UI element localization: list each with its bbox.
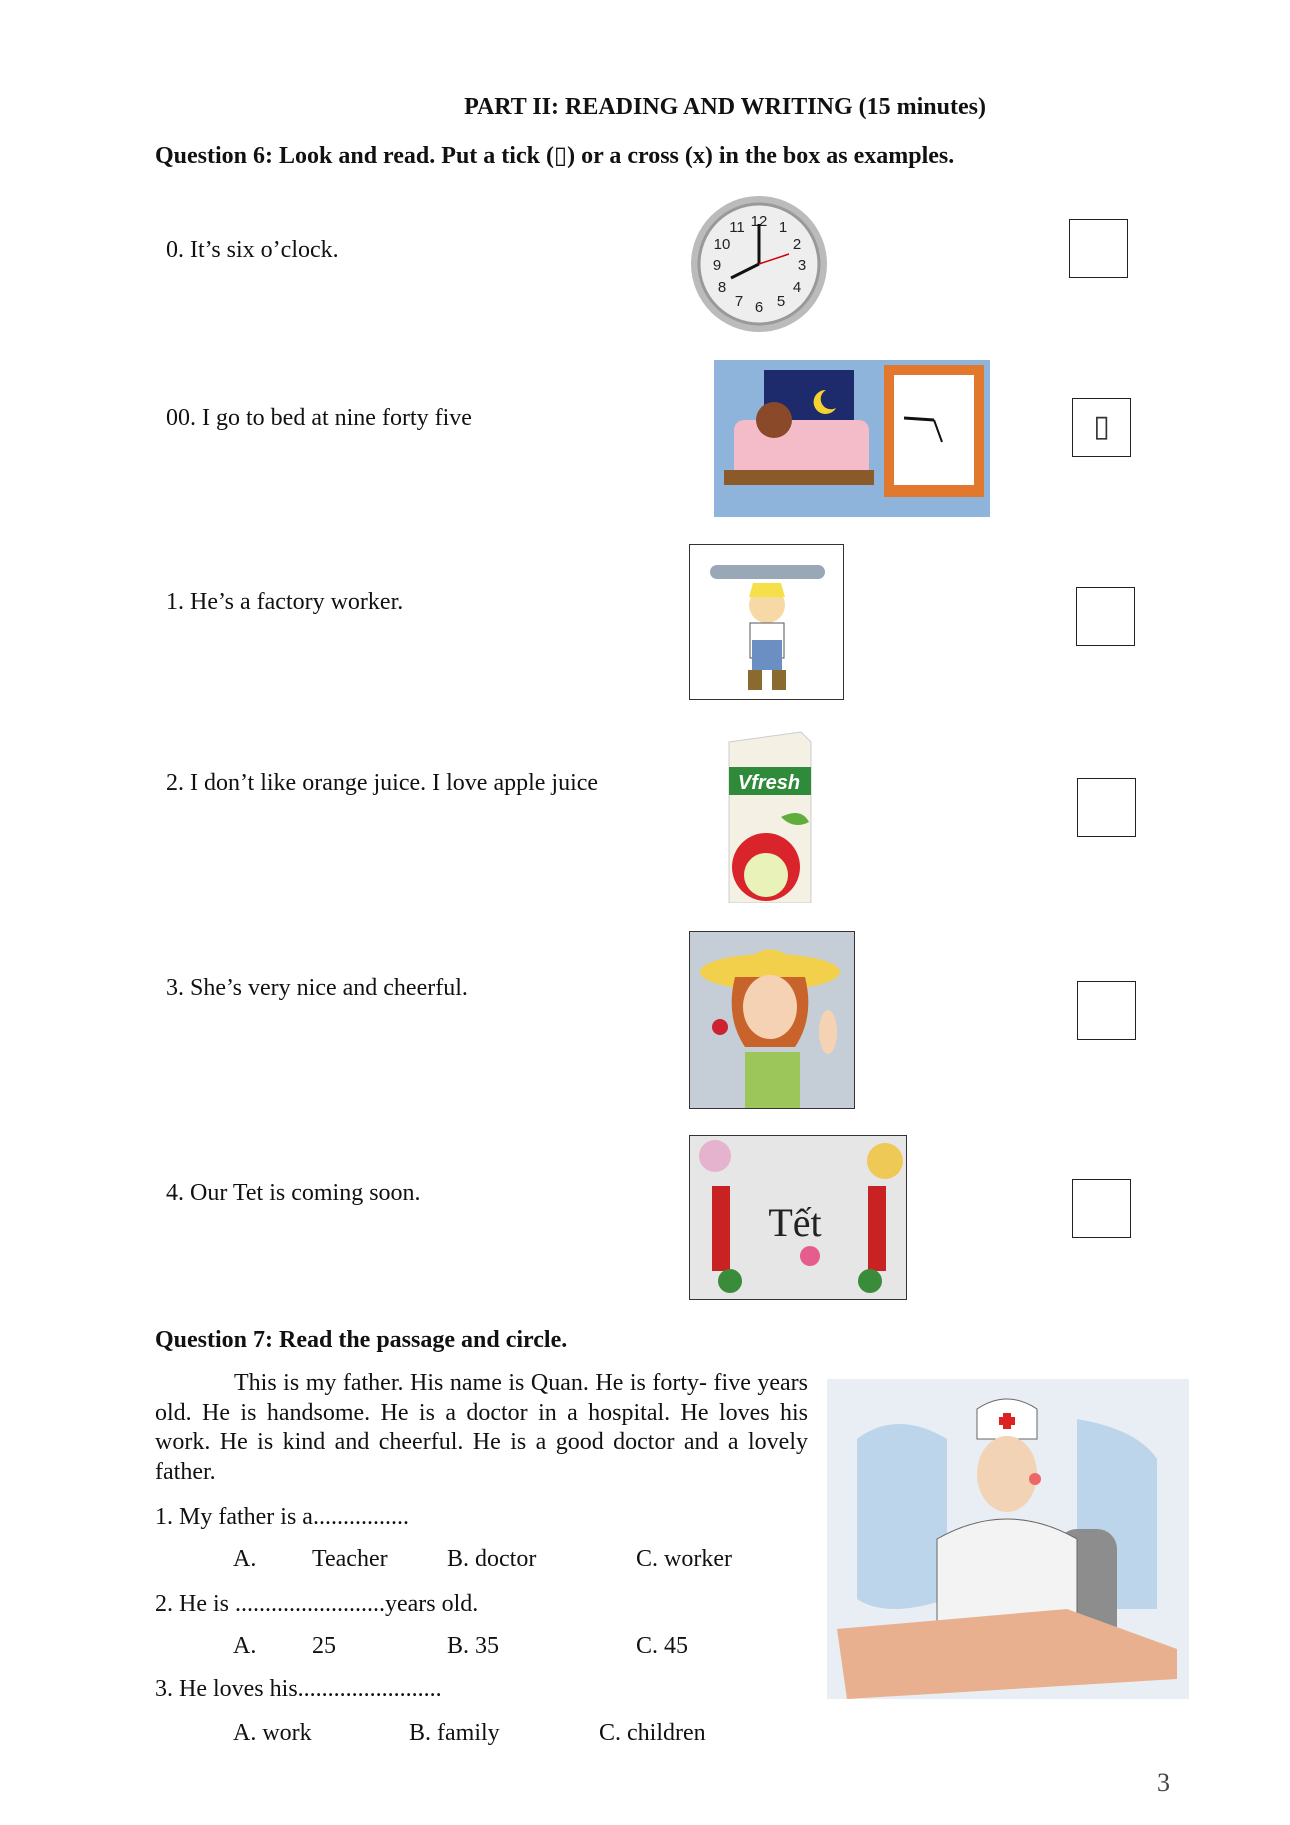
woman-icon <box>689 931 855 1109</box>
option-2c[interactable]: C. 45 <box>636 1633 689 1659</box>
svg-text:Tết: Tết <box>768 1200 822 1245</box>
option-2b[interactable]: B. 35 <box>447 1633 500 1659</box>
item-3-text: 3. She’s very nice and cheerful. <box>166 975 468 1001</box>
clock-number: 11 <box>729 219 745 236</box>
item-4-text: 4. Our Tet is coming soon. <box>166 1180 421 1206</box>
item-00-text: 00. I go to bed at nine forty five <box>166 405 472 431</box>
clock-number: 5 <box>776 293 786 310</box>
answer-box-1[interactable] <box>1076 587 1135 646</box>
clock-number: 1 <box>778 219 788 236</box>
option-1a-letter[interactable]: A. <box>233 1546 257 1572</box>
option-2a-letter[interactable]: A. <box>233 1633 257 1659</box>
option-3a[interactable]: A. work <box>233 1720 312 1746</box>
item-2-text: 2. I don’t like orange juice. I love apple juice <box>166 770 599 796</box>
doctor-icon <box>827 1379 1189 1699</box>
worker-icon <box>689 544 844 700</box>
item-1-text: 1. He’s a factory worker. <box>166 589 404 615</box>
clock-number: 4 <box>792 279 802 296</box>
option-3c[interactable]: C. children <box>599 1720 706 1746</box>
passage-text: This is my father. His name is Quan. He is forty- five years old. He is handsome. He is a doctor in a hospital. He loves his work. He is kind and cheerful. He is a good doctor and a lovely father. <box>155 1370 808 1485</box>
question-7-2-stem: 2. He is .........................years old. <box>155 1591 479 1617</box>
juice-brand: Vfresh <box>737 772 801 794</box>
clock-number: 8 <box>717 279 727 296</box>
clock-number: 10 <box>713 236 731 253</box>
option-1c[interactable]: C. worker <box>636 1546 732 1572</box>
bedtime-icon <box>714 360 990 517</box>
question-7-3-stem: 3. He loves his........................ <box>155 1676 442 1702</box>
clock-number: 3 <box>797 257 807 274</box>
clock-number: 6 <box>754 299 764 316</box>
option-3b[interactable]: B. family <box>409 1720 500 1746</box>
page-number: 3 <box>1157 1768 1170 1797</box>
item-0-text: 0. It’s six o’clock. <box>166 237 339 263</box>
answer-box-4[interactable] <box>1072 1179 1131 1238</box>
question-6-heading: Question 6: Look and read. Put a tick (▯) or a cross (x) in the box as examples. <box>155 143 955 169</box>
reading-passage <box>155 1369 808 1487</box>
juice-box-icon <box>721 727 818 903</box>
answer-box-2[interactable] <box>1077 778 1136 837</box>
tet-icon <box>689 1135 907 1300</box>
section-title: PART II: READING AND WRITING (15 minutes) <box>464 94 986 120</box>
clock-number: 9 <box>712 257 722 274</box>
option-2a[interactable]: 25 <box>312 1633 336 1659</box>
answer-box-3[interactable] <box>1077 981 1136 1040</box>
clock-number: 7 <box>734 293 744 310</box>
question-7-1-stem: 1. My father is a................ <box>155 1504 409 1530</box>
question-7-heading: Question 7: Read the passage and circle. <box>155 1327 568 1353</box>
option-1b[interactable]: B. doctor <box>447 1546 537 1572</box>
clock-number: 2 <box>792 236 802 253</box>
option-1a[interactable]: Teacher <box>312 1546 388 1572</box>
clock-number: 12 <box>750 213 768 230</box>
answer-box-0[interactable] <box>1069 219 1128 278</box>
clock-icon <box>689 194 829 334</box>
answer-box-00[interactable]: ▯ <box>1072 398 1131 457</box>
